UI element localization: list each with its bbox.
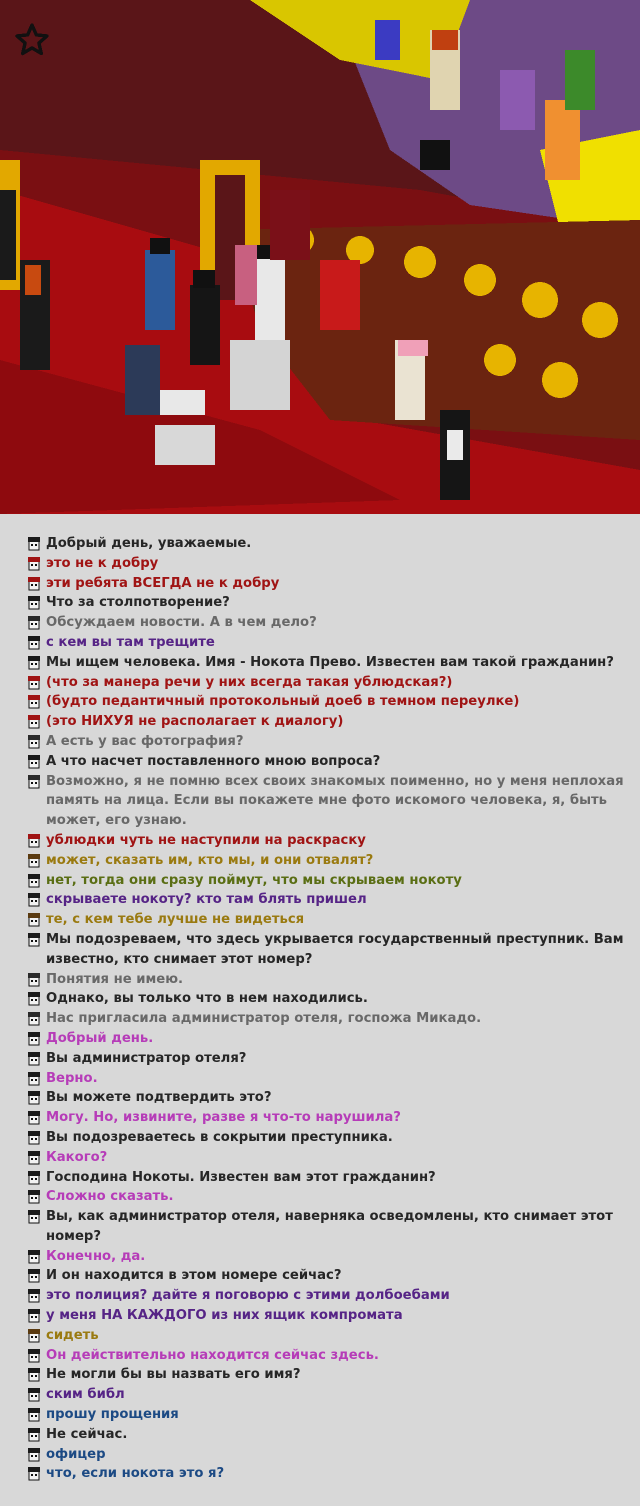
chat-line <box>26 871 626 891</box>
chat-line-text: Обсуждаем новости. А в чем дело? <box>46 615 317 631</box>
chat-line <box>26 1148 626 1168</box>
rookie-face-icon <box>26 774 42 790</box>
redhead-face-icon <box>26 694 42 710</box>
chat-line <box>26 1009 626 1029</box>
chat-line <box>26 772 626 831</box>
green-face-icon <box>26 873 42 889</box>
chat-line-text: А есть у вас фотография? <box>46 733 244 749</box>
violet-face-icon <box>26 1288 42 1304</box>
chat-line-text: (что за манера речи у них всегда такая ублюдская?) <box>46 674 453 690</box>
chat-line-text: Верно. <box>46 1070 98 1086</box>
inspector-face-icon <box>26 1367 42 1383</box>
rookie-face-icon <box>26 734 42 750</box>
chat-line <box>26 1247 626 1267</box>
chat-line-text: сидеть <box>46 1327 99 1343</box>
chat-line-text: (это НИХУЯ не располагает к диалогу) <box>46 714 344 730</box>
admin-face-icon <box>26 1189 42 1205</box>
chat-line <box>26 712 626 732</box>
hat-face-icon <box>26 1447 42 1463</box>
inspector-face-icon <box>26 991 42 1007</box>
chat-line-text: Добрый день. <box>46 1030 154 1046</box>
chat-line-text: Вы, как администратор отеля, наверняка осведомлены, кто снимает этот номер? <box>46 1209 613 1244</box>
chat-line-text: ублюдки чуть не наступили на раскраску <box>46 832 366 848</box>
redhead-face-icon <box>26 714 42 730</box>
chat-line-text: офицер <box>46 1446 106 1462</box>
inspector-face-icon <box>26 1130 42 1146</box>
chat-line-text: Вы администратор отеля? <box>46 1050 247 1066</box>
chat-line-text: Сложно сказать. <box>46 1189 174 1205</box>
chat-line <box>26 574 626 594</box>
chat-line-text: скрываете нокоту? кто там блять пришел <box>46 892 367 908</box>
chat-line <box>26 534 626 554</box>
chat-line-text: ским библ <box>46 1387 125 1403</box>
chat-line <box>26 1385 626 1405</box>
chat-line-text: те, с кем тебе лучше не видеться <box>46 912 305 928</box>
chat-line-text: у меня НА КАЖДОГО из них ящик компромата <box>46 1308 403 1324</box>
chat-line <box>26 989 626 1009</box>
chat-line <box>26 1365 626 1385</box>
chat-line-text: Могу. Но, извините, разве я что-то нарушила? <box>46 1110 401 1126</box>
chat-line <box>26 831 626 851</box>
chat-line <box>26 910 626 930</box>
chat-line <box>26 633 626 653</box>
rookie-face-icon <box>26 615 42 631</box>
chat-line-text: это полиция? дайте я поговорю с этими долбоебами <box>46 1288 450 1304</box>
chat-line <box>26 1306 626 1326</box>
chat-line <box>26 1029 626 1049</box>
chat-line <box>26 1266 626 1286</box>
chat-line <box>26 1207 626 1247</box>
chat-line <box>26 1464 626 1484</box>
inspector-face-icon <box>26 536 42 552</box>
admin-face-icon <box>26 1031 42 1047</box>
chat-line <box>26 890 626 910</box>
redhead-face-icon <box>26 833 42 849</box>
inspector-face-icon <box>26 1051 42 1067</box>
ochre-face-icon <box>26 1328 42 1344</box>
inspector-face-icon <box>26 1209 42 1225</box>
chat-line-text: Понятия не имею. <box>46 971 184 987</box>
chat-line <box>26 1128 626 1148</box>
hotel-lobby-illustration <box>0 0 640 514</box>
inspector-face-icon <box>26 754 42 770</box>
chat-line <box>26 732 626 752</box>
game-scene <box>0 0 640 514</box>
chat-line-text: Какого? <box>46 1149 108 1165</box>
admin-face-icon <box>26 1150 42 1166</box>
chat-log <box>0 514 640 1506</box>
inspector-face-icon <box>26 1427 42 1443</box>
chat-line-text: (будто педантичный протокольный доеб в темном переулке) <box>46 694 520 710</box>
admin-face-icon <box>26 1249 42 1265</box>
hat-face-icon <box>26 1466 42 1482</box>
chat-line-text: И он находится в этом номере сейчас? <box>46 1268 342 1284</box>
chat-line-text: Добрый день, уважаемые. <box>46 536 252 551</box>
ochre-face-icon <box>26 912 42 928</box>
violet-face-icon <box>26 635 42 651</box>
inspector-face-icon <box>26 932 42 948</box>
chat-line-text: Не сейчас. <box>46 1426 128 1442</box>
chat-line-text: Вы можете подтвердить это? <box>46 1090 272 1106</box>
chat-line <box>26 554 626 574</box>
chat-line-text: с кем вы там трещите <box>46 634 215 650</box>
inspector-face-icon <box>26 1268 42 1284</box>
chat-line-text: нет, тогда они сразу поймут, что мы скрываем нокоту <box>46 872 462 888</box>
admin-face-icon <box>26 1348 42 1364</box>
chat-line <box>26 1326 626 1346</box>
inspector-face-icon <box>26 1090 42 1106</box>
chat-line <box>26 1425 626 1445</box>
ochre-face-icon <box>26 853 42 869</box>
admin-face-icon <box>26 1110 42 1126</box>
chat-line-text: может, сказать им, кто мы, и они отвалят? <box>46 852 374 868</box>
chat-line-text: Конечно, да. <box>46 1248 146 1264</box>
redhead-face-icon <box>26 675 42 691</box>
star-icon <box>14 22 50 58</box>
chat-line-text: Мы подозреваем, что здесь укрывается государственный преступник. Вам известно, кто снимает этот номер? <box>46 931 624 967</box>
redhead-face-icon <box>26 576 42 592</box>
chat-line-text: Нас пригласила администратор отеля, госпожа Микадо. <box>46 1011 482 1027</box>
rookie-face-icon <box>26 972 42 988</box>
chat-line <box>26 673 626 693</box>
inspector-face-icon <box>26 655 42 671</box>
chat-line-text: что, если нокота это я? <box>46 1466 225 1482</box>
violet-face-icon <box>26 1308 42 1324</box>
chat-line <box>26 1187 626 1207</box>
chat-line <box>26 613 626 633</box>
chat-line <box>26 1346 626 1366</box>
chat-line <box>26 1069 626 1089</box>
chat-line <box>26 1049 626 1069</box>
chat-line-text: Не могли бы вы назвать его имя? <box>46 1367 301 1383</box>
hat-face-icon <box>26 1407 42 1423</box>
admin-face-icon <box>26 1071 42 1087</box>
chat-line-text: Однако, вы только что в нем находились. <box>46 991 368 1007</box>
redhead-face-icon <box>26 556 42 572</box>
chat-line <box>26 1108 626 1128</box>
inspector-face-icon <box>26 1170 42 1186</box>
chat-line <box>26 1286 626 1306</box>
chat-line-text: Вы подозреваетесь в сокрытии преступника. <box>46 1129 393 1145</box>
violet-face-icon <box>26 892 42 908</box>
inspector-face-icon <box>26 595 42 611</box>
chat-line-text: Возможно, я не помню всех своих знакомых поименно, но у меня неплохая память на лица. Если вы покажете мне фото искомого человека, я, быть может, его узнаю. <box>46 773 624 829</box>
violet-face-icon <box>26 1387 42 1403</box>
chat-line <box>26 653 626 673</box>
chat-line-text: Мы ищем человека. Имя - Нокота Прево. Известен вам такой гражданин? <box>46 654 614 670</box>
chat-line <box>26 1445 626 1465</box>
chat-line <box>26 752 626 772</box>
chat-line-text: это не к добру <box>46 555 159 571</box>
chat-line-text: Что за столпотворение? <box>46 595 230 611</box>
chat-line-text: А что насчет поставленного мною вопроса? <box>46 753 381 769</box>
chat-line-text: эти ребята ВСЕГДА не к добру <box>46 575 280 591</box>
chat-line <box>26 851 626 871</box>
rookie-face-icon <box>26 1011 42 1027</box>
chat-line <box>26 1088 626 1108</box>
chat-line <box>26 1405 626 1425</box>
chat-line <box>26 970 626 990</box>
chat-line-text: Он действительно находится сейчас здесь. <box>46 1347 379 1363</box>
chat-line-text: Господина Нокоты. Известен вам этот гражданин? <box>46 1169 436 1185</box>
chat-line-text: прошу прощения <box>46 1407 179 1423</box>
chat-line <box>26 930 626 970</box>
chat-line <box>26 593 626 613</box>
chat-line <box>26 692 626 712</box>
chat-line <box>26 1168 626 1188</box>
